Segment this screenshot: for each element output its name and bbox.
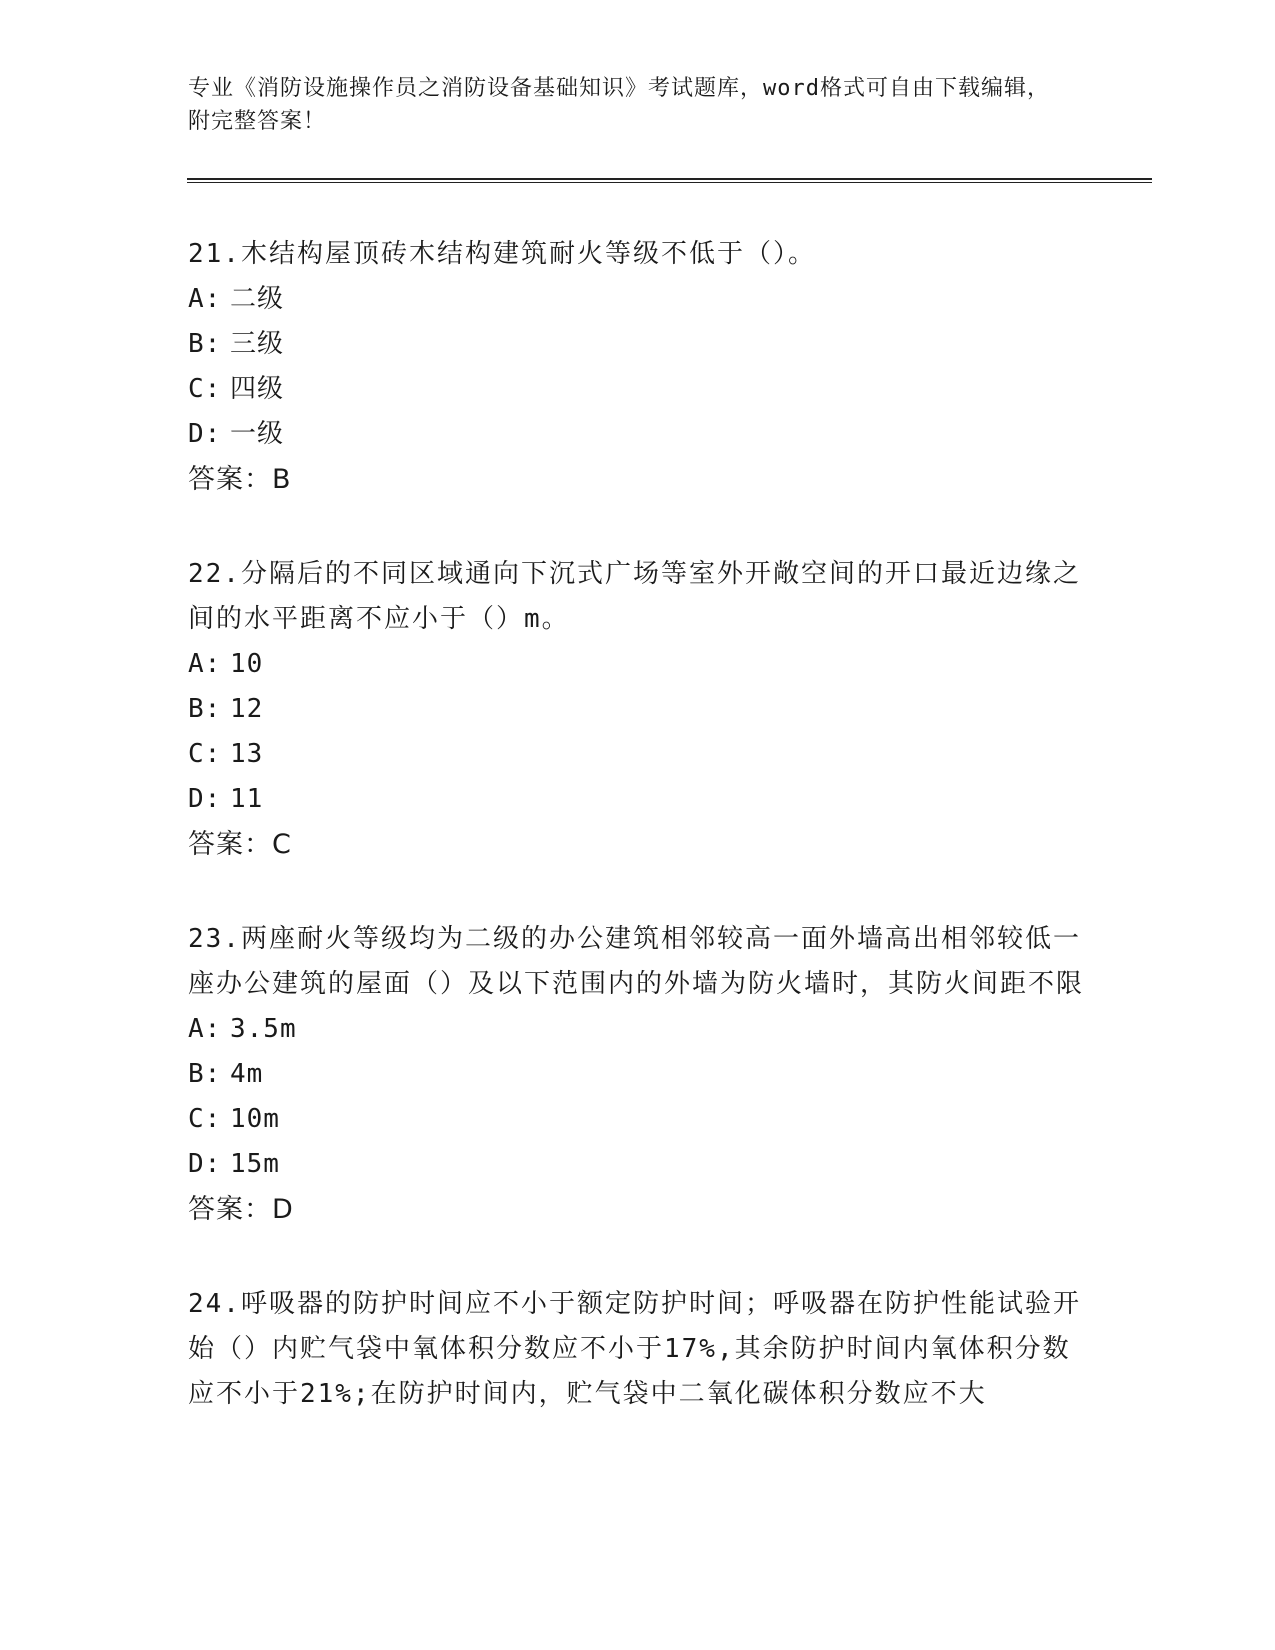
option-d xyxy=(188,1142,1088,1187)
header-divider xyxy=(187,178,1152,183)
option-letter: D: xyxy=(188,419,222,449)
option-b xyxy=(188,687,1088,732)
option-letter: A: xyxy=(188,1014,222,1044)
option-letter: C: xyxy=(188,374,222,404)
option-d xyxy=(188,412,1088,457)
option-text: 四级 xyxy=(230,374,285,404)
option-text: 10m xyxy=(230,1104,280,1134)
question-21 xyxy=(188,232,1088,502)
option-letter: C: xyxy=(188,1104,222,1134)
option-b xyxy=(188,322,1088,367)
option-c xyxy=(188,1097,1088,1142)
option-letter: B: xyxy=(188,1059,222,1089)
option-c xyxy=(188,367,1088,412)
option-text: 3.5m xyxy=(230,1014,297,1044)
option-text: 11 xyxy=(230,784,264,814)
question-23 xyxy=(188,917,1088,1232)
option-letter: C: xyxy=(188,739,222,769)
question-22 xyxy=(188,552,1088,867)
question-list xyxy=(188,232,1088,1467)
option-letter: A: xyxy=(188,284,222,314)
question-24 xyxy=(188,1282,1088,1417)
option-text: 13 xyxy=(230,739,264,769)
option-a xyxy=(188,277,1088,322)
option-text: 15m xyxy=(230,1149,280,1179)
option-a xyxy=(188,642,1088,687)
option-text: 一级 xyxy=(230,419,285,449)
answer: 答案：D xyxy=(188,1194,294,1225)
answer: 答案：C xyxy=(188,829,292,860)
option-letter: D: xyxy=(188,784,222,814)
option-text: 三级 xyxy=(230,329,285,359)
option-letter: A: xyxy=(188,649,222,679)
option-d xyxy=(188,777,1088,822)
option-letter: B: xyxy=(188,694,222,724)
document-header: 专业《消防设施操作员之消防设备基础知识》考试题库，word格式可自由下载编辑，附完整答案！ xyxy=(188,76,1050,134)
option-text: 10 xyxy=(230,649,264,679)
option-text: 4m xyxy=(230,1059,264,1089)
option-letter: D: xyxy=(188,1149,222,1179)
question-text: 23.两座耐火等级均为二级的办公建筑相邻较高一面外墙高出相邻较低一座办公建筑的屋面（）及以下范围内的外墙为防火墙时，其防火间距不限 xyxy=(188,924,1085,999)
answer: 答案：B xyxy=(188,464,292,495)
option-c xyxy=(188,732,1088,777)
option-b xyxy=(188,1052,1088,1097)
question-text: 22.分隔后的不同区域通向下沉式广场等室外开敞空间的开口最近边缘之间的水平距离不应小于（）m。 xyxy=(188,559,1081,634)
question-text: 21.木结构屋顶砖木结构建筑耐火等级不低于（）。 xyxy=(188,239,816,269)
option-text: 二级 xyxy=(230,284,285,314)
option-text: 12 xyxy=(230,694,264,724)
option-letter: B: xyxy=(188,329,222,359)
option-a xyxy=(188,1007,1088,1052)
question-text: 24.呼吸器的防护时间应不小于额定防护时间；呼吸器在防护性能试验开始（）内贮气袋中氧体积分数应不小于17%,其余防护时间内氧体积分数应不小于21%;在防护时间内，贮气袋中二氧化碳体积分数应不大 xyxy=(188,1289,1081,1409)
